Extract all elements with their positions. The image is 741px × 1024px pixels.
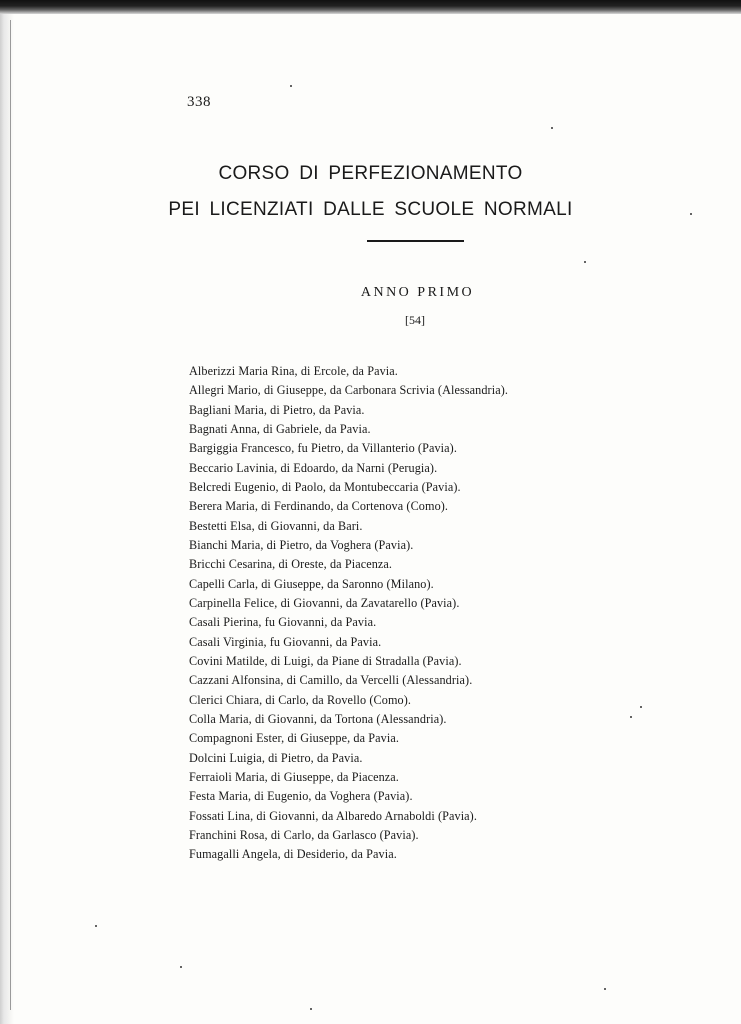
list-item: Casali Virginia, fu Giovanni, da Pavia. — [189, 634, 382, 649]
list-item: Bagnati Anna, di Gabriele, da Pavia. — [189, 421, 371, 436]
scan-speck — [310, 1008, 312, 1010]
list-item: Colla Maria, di Giovanni, da Tortona (Alessandria). — [189, 711, 447, 726]
page-number: 338 — [187, 94, 211, 110]
list-item: Festa Maria, di Eugenio, da Voghera (Pavia). — [189, 789, 413, 804]
list-item: Bargiggia Francesco, fu Pietro, da Villanterio (Pavia). — [189, 441, 457, 456]
scan-top-edge — [0, 0, 741, 14]
list-item: Fossati Lina, di Giovanni, da Albaredo Arnaboldi (Pavia). — [189, 808, 477, 823]
list-item: Carpinella Felice, di Giovanni, da Zavatarello (Pavia). — [189, 595, 460, 610]
list-item: Covini Matilde, di Luigi, da Piane di Stradalla (Pavia). — [189, 653, 462, 668]
list-item: Alberizzi Maria Rina, di Ercole, da Pavia. — [189, 364, 398, 378]
section-count: [54] — [405, 313, 425, 327]
binding-line — [10, 20, 11, 1010]
list-item: Cazzani Alfonsina, di Camillo, da Vercelli (Alessandria). — [189, 673, 473, 688]
scan-speck — [290, 85, 292, 87]
list-item: Bricchi Cesarina, di Oreste, da Piacenza. — [189, 557, 393, 572]
scan-speck — [180, 966, 182, 968]
student-list — [189, 362, 508, 865]
list-item: Franchini Rosa, di Carlo, da Garlasco (Pavia). — [189, 827, 419, 842]
scan-speck — [584, 261, 586, 263]
scan-left-edge — [0, 14, 14, 1024]
list-item: Capelli Carla, di Giuseppe, da Saronno (Milano). — [189, 576, 434, 591]
list-item: Ferraioli Maria, di Giuseppe, da Piacenza. — [189, 769, 399, 784]
list-item: Fumagalli Angela, di Desiderio, da Pavia. — [189, 847, 397, 862]
scan-speck — [551, 127, 553, 129]
list-item: Beccario Lavinia, di Edoardo, da Narni (Perugia). — [189, 460, 438, 475]
page-title-line-1: CORSO DI PERFEZIONAMENTO — [218, 163, 523, 184]
list-item: Clerici Chiara, di Carlo, da Rovello (Como). — [189, 692, 412, 707]
section-heading: ANNO PRIMO — [360, 285, 475, 300]
scan-speck — [604, 988, 606, 990]
page-title-line-2: PEI LICENZIATI DALLE SCUOLE NORMALI — [168, 199, 573, 220]
title-divider — [367, 240, 464, 242]
list-item: Bagliani Maria, di Pietro, da Pavia. — [189, 402, 365, 417]
list-item: Casali Pierina, fu Giovanni, da Pavia. — [189, 615, 377, 630]
scan-speck — [690, 213, 692, 215]
list-item: Allegri Mario, di Giuseppe, da Carbonara Scrivia (Alessandria). — [189, 383, 509, 398]
list-item: Compagnoni Ester, di Giuseppe, da Pavia. — [189, 731, 399, 746]
list-item: Belcredi Eugenio, di Paolo, da Montubeccaria (Pavia). — [189, 479, 461, 494]
scan-speck — [630, 716, 632, 718]
list-item: Bestetti Elsa, di Giovanni, da Bari. — [189, 518, 363, 533]
scan-speck — [95, 925, 97, 927]
list-item: Dolcini Luigia, di Pietro, da Pavia. — [189, 750, 363, 765]
list-item: Bianchi Maria, di Pietro, da Voghera (Pavia). — [189, 537, 414, 552]
scan-speck — [640, 706, 642, 708]
list-item: Berera Maria, di Ferdinando, da Cortenova (Como). — [189, 499, 449, 514]
